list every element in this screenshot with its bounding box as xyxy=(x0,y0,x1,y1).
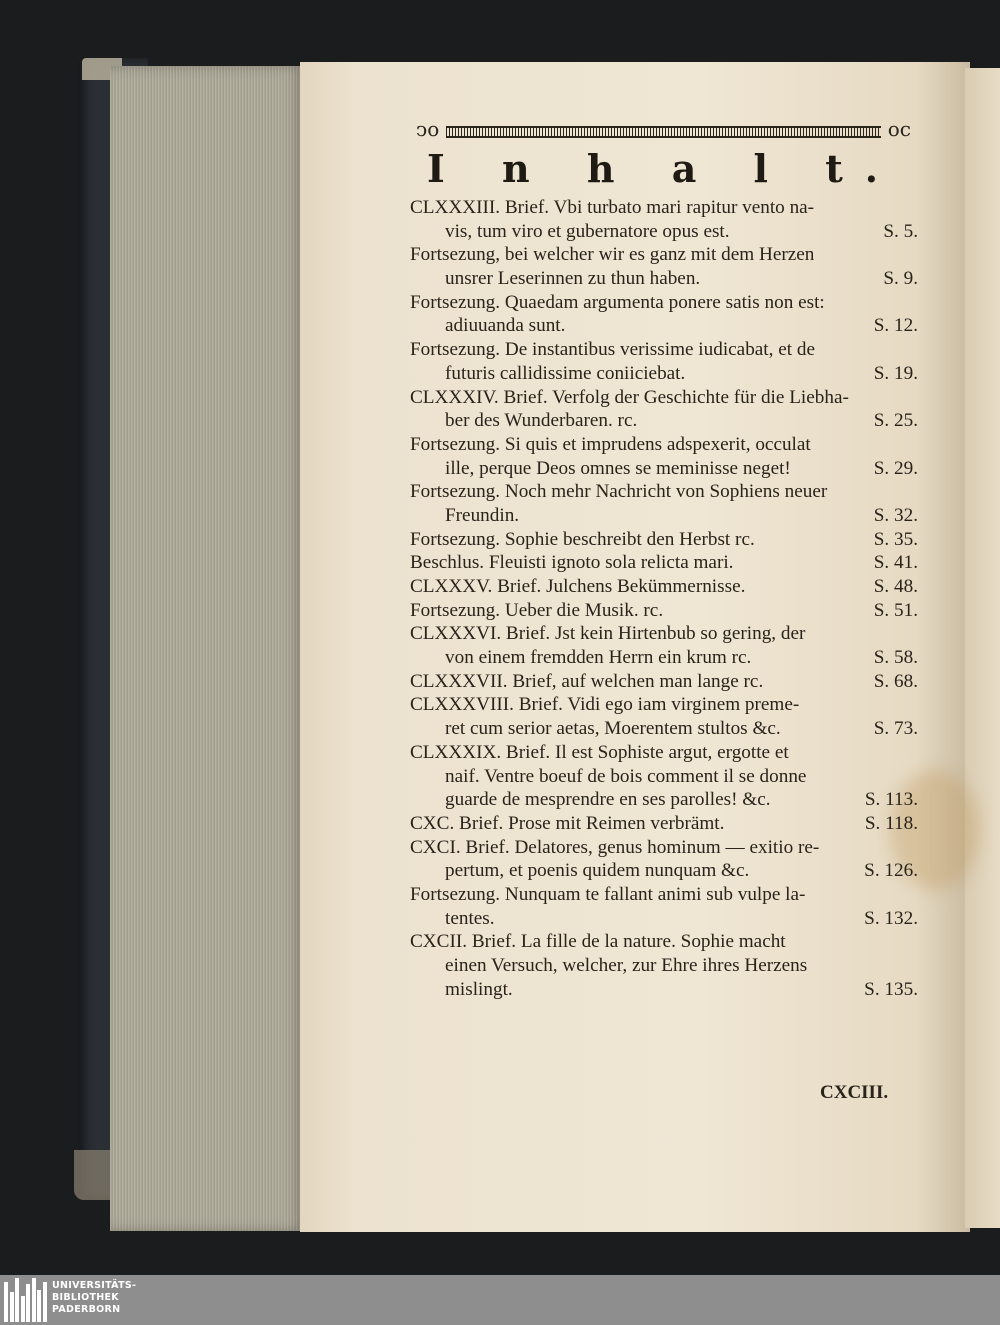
toc-line xyxy=(410,599,918,623)
toc-entry-text: tentes. xyxy=(445,907,495,929)
toc-entry-text: Fortsezung. De instantibus verissime iudicabat, et de xyxy=(410,339,815,361)
toc-entry-text: Fortsezung. Si quis et imprudens adspexerit, occulat xyxy=(410,433,811,455)
toc-entry-text: vis, tum viro et gubernatore opus est. xyxy=(445,220,730,242)
toc-page-number: S. 58. xyxy=(873,647,918,669)
toc-entry-text: CLXXXV. Brief. Julchens Bekümmernisse. xyxy=(410,576,746,597)
toc-line xyxy=(410,504,918,528)
toc-line xyxy=(410,386,918,410)
toc-entry-text: CLXXXIX. Brief. Il est Sophiste argut, ergotte et xyxy=(410,741,789,763)
toc-page-number: S. 118. xyxy=(864,812,918,834)
toc-entry-text: Beschlus. Fleuisti ignoto sola relicta mari. xyxy=(410,552,734,574)
toc-line xyxy=(410,693,918,717)
toc-line xyxy=(410,883,918,907)
toc-line xyxy=(410,622,918,646)
toc-entry-text: CXCII. Brief. La fille de la nature. Sophie macht xyxy=(410,931,786,953)
logo-line: PADERBORN xyxy=(52,1304,121,1315)
toc-page-number: S. 12. xyxy=(873,315,918,337)
toc-entry-text: CLXXXIII. Brief. Vbi turbato mari rapitur vento na- xyxy=(410,197,815,218)
table-of-contents xyxy=(410,196,918,1001)
toc-entry-text: Fortsezung. Sophie beschreibt den Herbst rc. xyxy=(410,528,755,550)
toc-line xyxy=(410,433,918,457)
toc-page-number: S. 19. xyxy=(873,362,918,384)
toc-entry-text: mislingt. xyxy=(445,978,513,1000)
facing-page-edge xyxy=(965,68,1000,1228)
toc-line xyxy=(410,788,918,812)
toc-line xyxy=(410,812,918,836)
toc-line xyxy=(410,551,918,575)
toc-entry-text: unsrer Leserinnen zu thun haben. xyxy=(445,268,701,290)
catchword: CXCIII. xyxy=(820,1082,889,1103)
toc-line xyxy=(410,338,918,362)
toc-line xyxy=(410,480,918,504)
toc-page-number: S. 126. xyxy=(864,860,918,882)
toc-page-number: S. 25. xyxy=(873,410,918,432)
logo-line: BIBLIOTHEK xyxy=(52,1292,119,1303)
ornament-right: oc xyxy=(887,117,911,141)
logo-bar xyxy=(32,1278,36,1322)
toc-page-number: S. 68. xyxy=(873,670,918,692)
toc-entry-text: CXCI. Brief. Delatores, genus hominum — exitio re- xyxy=(410,836,820,858)
toc-line xyxy=(410,717,918,741)
toc-line xyxy=(410,741,918,765)
toc-line xyxy=(410,243,918,267)
toc-entry-text: CXC. Brief. Prose mit Reimen verbrämt. xyxy=(410,812,725,834)
toc-entry-text: CLXXXVIII. Brief. Vidi ego iam virginem preme- xyxy=(410,694,800,716)
logo-bar xyxy=(43,1282,47,1322)
logo-bar xyxy=(4,1282,8,1322)
toc-page-number: S. 41. xyxy=(873,552,918,574)
header-ornament-rule xyxy=(416,117,911,141)
toc-page-number: S. 132. xyxy=(864,907,918,929)
toc-entry-text: pertum, et poenis quidem nunquam &c. xyxy=(445,860,750,882)
logo-bar xyxy=(37,1290,41,1322)
toc-entry-text: von einem fremdden Herrn ein krum rc. xyxy=(445,647,752,669)
toc-entry-text: CLXXXVII. Brief, auf welchen man lange rc. xyxy=(410,670,764,692)
toc-entry-text: Freundin. xyxy=(445,504,520,526)
toc-line xyxy=(410,646,918,670)
logo-bar xyxy=(21,1296,25,1322)
toc-line xyxy=(410,528,918,552)
toc-line xyxy=(410,930,918,954)
toc-entry-text: CLXXXIV. Brief. Verfolg der Geschichte für die Liebha- xyxy=(410,386,849,408)
toc-entry-text: Fortsezung, bei welcher wir es ganz mit dem Herzen xyxy=(410,244,815,266)
toc-page-number: S. 48. xyxy=(873,576,918,597)
toc-line xyxy=(410,291,918,315)
toc-line xyxy=(410,907,918,931)
toc-line xyxy=(410,196,918,220)
toc-line xyxy=(410,409,918,433)
toc-line xyxy=(410,836,918,860)
toc-page-number: S. 51. xyxy=(873,599,918,621)
toc-entry-text: Fortsezung. Quaedam argumenta ponere satis non est: xyxy=(410,291,825,313)
toc-entry-text: adiuuanda sunt. xyxy=(445,315,566,337)
footer-bar xyxy=(0,1275,1000,1325)
library-logo-text xyxy=(52,1280,136,1316)
toc-page-number: S. 113. xyxy=(864,789,918,811)
toc-entry-text: guarde de mesprendre en ses parolles! &c. xyxy=(445,789,771,811)
ornament-left: ↄo xyxy=(416,117,440,141)
toc-entry-text: naif. Ventre boeuf de bois comment il se donne xyxy=(445,765,807,787)
logo-bar xyxy=(10,1292,14,1322)
toc-page-number: S. 73. xyxy=(873,718,918,740)
toc-page-number: S. 35. xyxy=(873,528,918,550)
toc-line xyxy=(410,575,918,599)
toc-line xyxy=(410,670,918,694)
toc-page-number: S. 29. xyxy=(873,457,918,479)
logo-bar xyxy=(26,1284,30,1322)
library-logo-icon xyxy=(0,1278,48,1322)
toc-entry-text: ret cum serior aetas, Moerentem stultos &c. xyxy=(445,718,781,740)
page-edges xyxy=(110,66,305,1231)
toc-entry-text: ille, perque Deos omnes se meminisse neget! xyxy=(445,457,791,479)
toc-entry-text: ber des Wunderbaren. rc. xyxy=(445,410,638,432)
toc-entry-text: einen Versuch, welcher, zur Ehre ihres Herzens xyxy=(445,955,808,976)
toc-line xyxy=(410,954,918,978)
page-title: I n h a l t. xyxy=(426,146,901,191)
toc-line xyxy=(410,220,918,244)
toc-page-number: S. 9. xyxy=(883,268,918,290)
toc-line xyxy=(410,362,918,386)
ornament-bar xyxy=(446,126,881,138)
toc-line xyxy=(410,765,918,789)
logo-line: UNIVERSITÄTS- xyxy=(52,1280,137,1291)
toc-entry-text: futuris callidissime coniiciebat. xyxy=(445,362,686,384)
toc-line xyxy=(410,267,918,291)
toc-line xyxy=(410,457,918,481)
toc-entry-text: Fortsezung. Ueber die Musik. rc. xyxy=(410,599,664,621)
toc-line xyxy=(410,314,918,338)
toc-page-number: S. 5. xyxy=(883,220,918,242)
logo-bar xyxy=(15,1278,19,1322)
toc-page-number: S. 32. xyxy=(873,504,918,526)
toc-page-number: S. 135. xyxy=(864,978,918,1000)
toc-entry-text: Fortsezung. Nunquam te fallant animi sub vulpe la- xyxy=(410,883,806,905)
toc-line xyxy=(410,859,918,883)
toc-line xyxy=(410,978,918,1002)
toc-entry-text: Fortsezung. Noch mehr Nachricht von Sophiens neuer xyxy=(410,481,828,503)
toc-entry-text: CLXXXVI. Brief. Jst kein Hirtenbub so gering, der xyxy=(410,623,806,645)
